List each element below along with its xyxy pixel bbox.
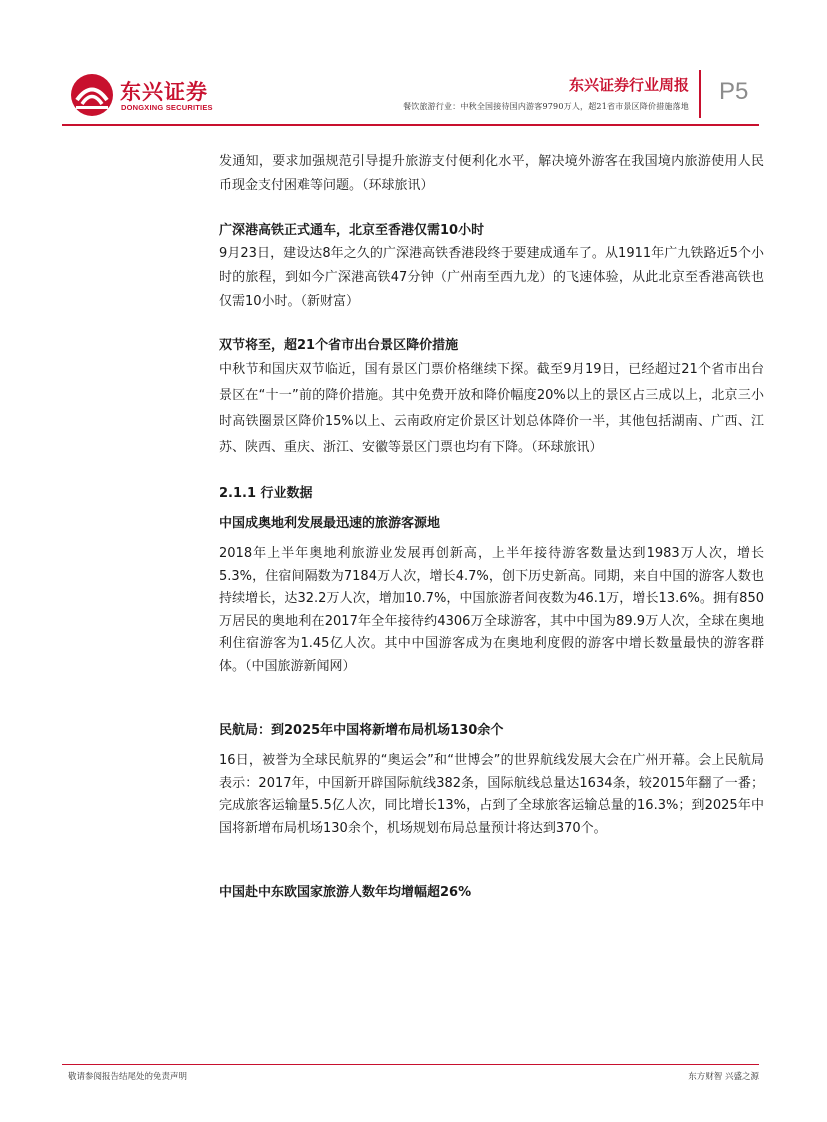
paragraph-austria: 2018年上半年奥地利旅游业发展再创新高，上半年接待游客数量达到1983万人次，增长5.3%，住宿间隔数为7184万人次，增长4.7%，创下历史新高。同期，来自中国的游客人数也持续增长，达32.2万人次，增加10.7%，中国旅游者间夜数为46.1万，增长13.6%。拥有850万居民的奥地利在2017年全年接待约4306万全球游客，其中中国为89.9万人次，全球在奥地利住宿游客为1.45亿人次。其中中国游客成为在奥地利度假的游客中增长数量最快的游客群体。（中国旅游新闻网） — [219, 546, 764, 674]
report-body — [219, 150, 764, 904]
footer-rule — [62, 1064, 759, 1065]
footer-disclaimer: 敬请参阅报告结尾处的免责声明 — [68, 1072, 188, 1082]
paragraph-airports: 16日，被誉为全球民航界的“奥运会”和“世博会”的世界航线发展大会在广州开幕。会上民航局表示：2017年，中国新开辟国际航线382条，国际航线总量达1634条，较2015年翻了一番；完成旅客运输量5.5亿人次，同比增长13%，占到了全球旅客运输总量的16.3%；到2025年中国将新增布局机场130余个，机场规划布局总量预计将达到370个。 — [219, 753, 764, 836]
company-logo — [70, 73, 280, 123]
section-heading-industry-data: 2.1.1 行业数据 — [219, 486, 313, 501]
heading-airports: 民航局：到2025年中国将新增布局机场130余个 — [219, 723, 504, 738]
report-title: 东兴证券行业周报 — [568, 76, 689, 94]
dongxing-logo-icon — [70, 73, 114, 117]
logo-text-en: DONGXING SECURITIES — [121, 103, 213, 112]
logo-text-cn: 东兴证券 — [120, 80, 208, 104]
heading-cee-tourism: 中国赴中东欧国家旅游人数年均增幅超26% — [219, 885, 472, 900]
heading-austria: 中国成奥地利发展最迅速的旅游客源地 — [219, 516, 441, 531]
heading-hsr: 广深港高铁正式通车，北京至香港仅需10小时 — [219, 223, 485, 238]
paragraph-payment: 发通知，要求加强规范引导提升旅游支付便利化水平，解决境外游客在我国境内旅游使用人民币现金支付困难等问题。（环球旅讯） — [219, 154, 764, 193]
paragraph-hsr: 9月23日，建设达8年之久的广深港高铁香港段终于要建成通车了。从1911年广九铁路近5个小时的旅程，到如今广深港高铁47分钟（广州南至西九龙）的飞速体验，从此北京至香港高铁也仅需10小时。（新财富） — [219, 246, 764, 309]
footer-slogan: 东方财智 兴盛之源 — [688, 1072, 759, 1082]
header-divider — [699, 70, 701, 118]
header-rule — [62, 124, 759, 126]
report-subtitle: 餐饮旅游行业：中秋全国接待国内游客9790万人，超21省市景区降价措施落地 — [403, 102, 689, 111]
page-number: P5 — [719, 78, 749, 105]
heading-price-cut: 双节将至，超21个省市出台景区降价措施 — [219, 338, 459, 353]
paragraph-price-cut: 中秋节和国庆双节临近，国有景区门票价格继续下探。截至9月19日，已经超过21个省市出台景区在“十一”前的降价措施。其中免费开放和降价幅度20%以上的景区占三成以上，北京三小时高铁圈景区降价15%以上、云南政府定价景区计划总体降价一半，其他包括湖南、广西、江苏、陕西、重庆、浙江、安徽等景区门票也均有下降。（环球旅讯） — [219, 362, 764, 455]
